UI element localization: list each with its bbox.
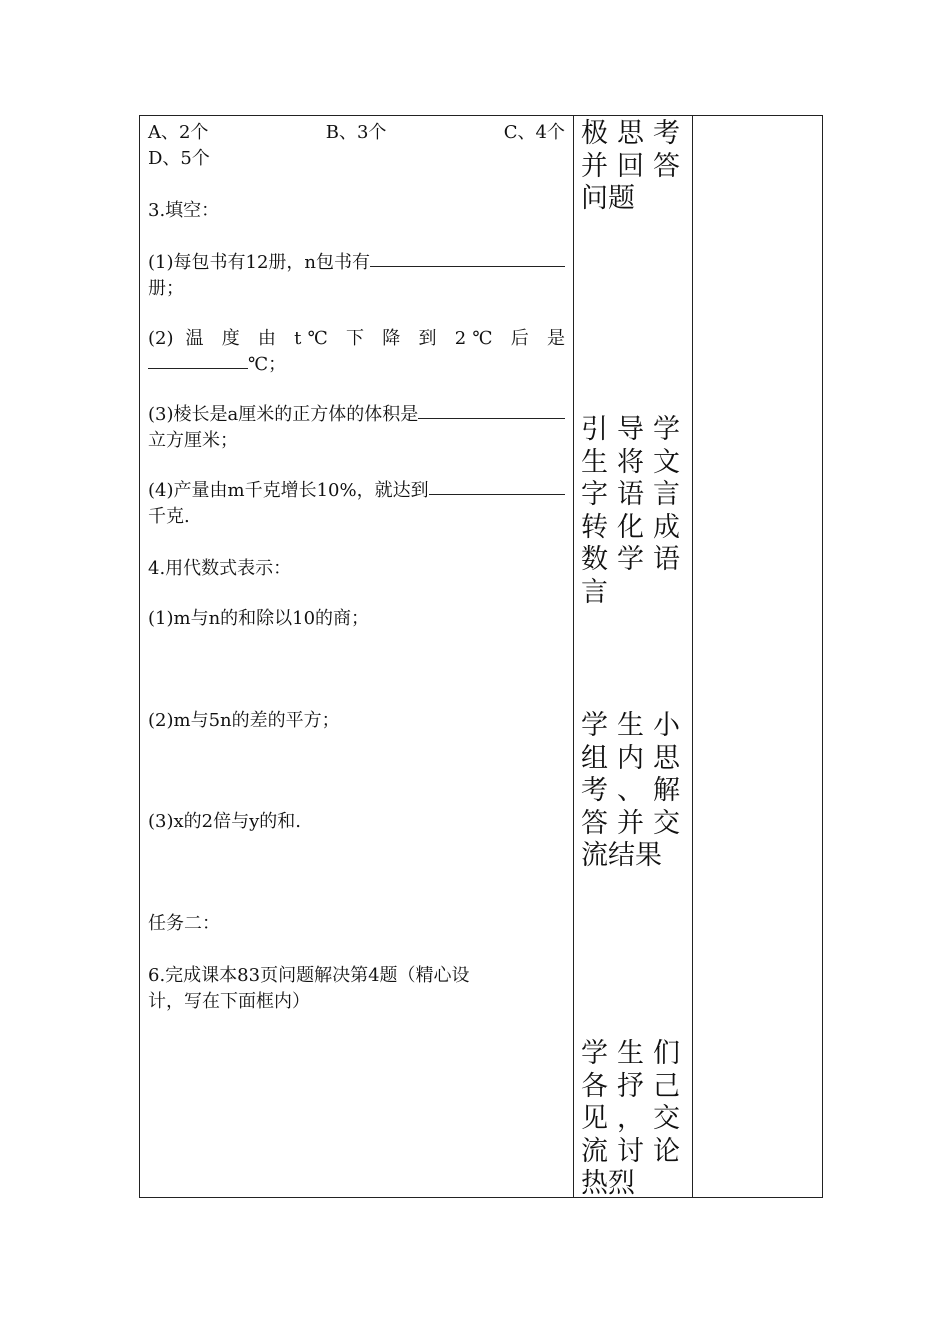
choice-options (148, 120, 565, 146)
note-char: 回 (617, 150, 644, 182)
note-group-discussion (581, 710, 691, 873)
q3-1-unit: 册； (148, 278, 184, 299)
q3-4-unit: 千克. (148, 506, 190, 527)
option-d: D、5个 (148, 148, 210, 169)
note-char: 转 (581, 511, 608, 543)
note-char: 内 (617, 742, 644, 774)
note-char: 解 (653, 775, 680, 806)
note-char: 交 (653, 1103, 680, 1134)
note-char: 抒 (617, 1070, 644, 1102)
note-char: 言 (581, 576, 608, 608)
note-char: 考 (653, 118, 680, 149)
option-c: C、4个 (503, 122, 565, 143)
note-char: 各 (581, 1070, 608, 1102)
note-char: 学 (617, 544, 644, 575)
q3-2-text: (2) 温 度 由 t℃ 下 降 到 2℃ 后 是 (148, 328, 565, 349)
note-char: 并 (617, 807, 644, 839)
note-char: 语 (653, 544, 680, 575)
q4-1: (1)m与n的和除以10的商； (148, 608, 370, 629)
note-char: 热烈 (581, 1168, 635, 1199)
q3-3-text: (3)棱长是a厘米的正方体的体积是 (148, 404, 419, 425)
q3-1-line (148, 250, 565, 276)
q3-4-line (148, 478, 565, 504)
note-char: 小 (653, 710, 680, 741)
answer-blank (370, 250, 565, 267)
note-char: 交 (653, 807, 680, 839)
note-char: 学 (581, 1038, 608, 1069)
note-char: 思 (617, 118, 644, 149)
note-char: 考 (581, 775, 608, 806)
note-char: 生 (617, 1038, 644, 1069)
note-char: 极 (581, 118, 608, 149)
q3-4-text: (4)产量由m千克增长10%，就达到 (148, 480, 429, 501)
note-char: 论 (653, 1135, 680, 1167)
note-char: 导 (617, 414, 644, 445)
q3-1-text: (1)每包书有12册，n包书有 (148, 252, 370, 273)
note-char: 流 (581, 1135, 608, 1167)
q4-title: 4.用代数式表示： (148, 558, 292, 579)
note-char: 问题 (581, 183, 635, 214)
note-char: 见 (581, 1103, 608, 1134)
note-char: 言 (653, 479, 680, 510)
note-char: 学 (653, 414, 680, 445)
task-two-heading: 任务二： (148, 913, 220, 934)
note-char: 己 (653, 1070, 680, 1102)
note-char: 思 (653, 742, 680, 774)
note-char: 字 (581, 479, 608, 510)
note-char: 数 (581, 544, 608, 575)
q4-2: (2)m与5n的差的平方； (148, 710, 340, 731)
note-char: 、 (617, 775, 644, 806)
note-char: 并 (581, 150, 608, 182)
note-char: 语 (617, 479, 644, 510)
note-char: 成 (653, 511, 680, 543)
q3-3-unit: 立方厘米； (148, 430, 238, 451)
q3-title: 3.填空： (148, 200, 220, 221)
column-divider-1 (573, 116, 574, 1197)
note-class-exchange (581, 1038, 691, 1201)
note-char: 生 (581, 446, 608, 478)
note-translate-language (581, 414, 691, 609)
note-char: 流结果 (581, 840, 662, 871)
q4-3: (3)x的2倍与y的和. (148, 811, 301, 832)
option-b: B、3个 (325, 122, 387, 143)
answer-blank (148, 352, 248, 369)
q3-2-unit: ℃； (248, 354, 287, 375)
answer-blank (418, 402, 565, 419)
note-think-answer (581, 118, 691, 216)
note-char: 生 (617, 710, 644, 741)
note-char: 化 (617, 511, 644, 543)
note-char: 答 (653, 150, 680, 182)
note-char: ， (617, 1103, 644, 1134)
note-char: 学 (581, 710, 608, 741)
q3-3-line (148, 402, 565, 428)
empty-column (693, 116, 822, 1197)
lesson-table (139, 115, 823, 1198)
note-char: 文 (653, 446, 680, 478)
note-char: 们 (653, 1038, 680, 1069)
q6-line-1: 6.完成课本83页问题解决第4题（精心设 (148, 965, 470, 986)
note-char: 组 (581, 742, 608, 774)
note-char: 答 (581, 807, 608, 839)
q6-line-2: 计，写在下面框内） (148, 991, 310, 1012)
note-char: 将 (617, 446, 644, 478)
option-a: A、2个 (148, 122, 209, 143)
note-char: 引 (581, 414, 608, 445)
note-char: 讨 (617, 1135, 644, 1167)
q3-2-line (148, 352, 565, 378)
answer-blank (429, 478, 565, 495)
